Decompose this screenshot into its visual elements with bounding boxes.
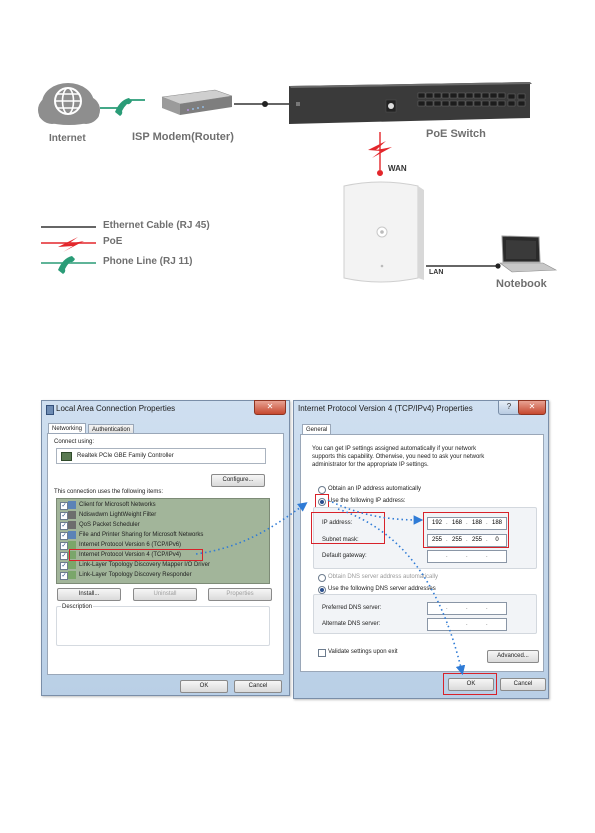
close-button[interactable]: ✕ <box>254 400 286 415</box>
mask-octet-4: 0 <box>495 537 499 543</box>
internet-cloud-icon <box>38 83 100 125</box>
notebook-label: Notebook <box>496 278 547 290</box>
items-label: This connection uses the following items: <box>54 489 164 495</box>
internet-label: Internet <box>49 133 86 144</box>
cancel-button[interactable]: Cancel <box>234 680 282 693</box>
use-dns-label: Use the following DNS server addresses <box>328 586 436 592</box>
auto-dns-label: Obtain DNS server address automatically <box>328 574 439 580</box>
intro-line-1: You can get IP settings assigned automatically if your network <box>312 446 477 452</box>
access-point-icon <box>344 182 424 282</box>
guide-arrows <box>0 380 595 700</box>
validate-label: Validate settings upon exit <box>328 649 398 655</box>
item-checkbox[interactable]: ✓ <box>61 553 67 559</box>
switch-label: PoE Switch <box>426 128 486 140</box>
uninstall-button[interactable]: Uninstall <box>133 588 197 601</box>
item-label: Internet Protocol Version 4 (TCP/IPv4) <box>79 552 182 558</box>
poe-switch-icon <box>289 82 532 124</box>
lan-label: LAN <box>429 269 444 276</box>
item-label: Ndiswdwm LightWeight Filter <box>79 512 157 518</box>
window-title: Local Area Connection Properties <box>56 404 176 413</box>
item-checkbox[interactable]: ✓ <box>61 523 67 529</box>
item-checkbox[interactable]: ✓ <box>61 563 67 569</box>
ip-address-label: IP address: <box>322 520 353 526</box>
item-label: File and Printer Sharing for Microsoft Networks <box>79 532 204 538</box>
adapter-name: Realtek PCIe GBE Family Controller <box>77 453 174 459</box>
ip-octet-2: 168 <box>451 520 462 526</box>
phone-line-icon <box>115 98 132 116</box>
item-checkbox[interactable]: ✓ <box>61 513 67 519</box>
mask-octet-2: 255 <box>451 537 462 543</box>
item-label: Client for Microsoft Networks <box>79 502 156 508</box>
notebook-icon <box>500 236 556 272</box>
item-checkbox[interactable]: ✓ <box>61 533 67 539</box>
ok-button[interactable]: OK <box>448 678 494 691</box>
use-ip-label: Use the following IP address: <box>328 498 406 504</box>
description-label: Description <box>62 604 93 610</box>
ip-octet-1: 192 <box>431 520 442 526</box>
tab-networking[interactable]: Networking <box>48 423 86 434</box>
ip-octet-3: 188 <box>471 520 482 526</box>
modem-label: ISP Modem(Router) <box>132 131 234 143</box>
ip-address-field[interactable]: 192 . 168 . 188 . 188 <box>427 517 507 530</box>
tab-general[interactable]: General <box>302 424 331 435</box>
subnet-mask-field[interactable]: 255 . 255 . 255 . 0 <box>427 534 507 547</box>
advanced-button[interactable]: Advanced... <box>487 650 539 663</box>
auto-ip-label: Obtain an IP address automatically <box>328 486 421 492</box>
legend-ethernet-label: Ethernet Cable (RJ 45) <box>103 220 210 231</box>
intro-line-2: supports this capability. Otherwise, you need to ask your network <box>312 454 485 460</box>
item-checkbox[interactable]: ✓ <box>61 543 67 549</box>
install-button[interactable]: Install... <box>57 588 121 601</box>
close-button[interactable]: ✕ <box>518 400 546 415</box>
wan-label: WAN <box>388 164 407 173</box>
gateway-field[interactable]: . . . <box>427 550 507 563</box>
item-label: Link-Layer Topology Discovery Responder <box>79 572 192 578</box>
modem-router-icon <box>162 90 232 115</box>
preferred-dns-label: Preferred DNS server: <box>322 605 382 611</box>
properties-button[interactable]: Properties <box>208 588 272 601</box>
tab-authentication[interactable]: Authentication <box>88 424 134 435</box>
intro-line-3: administrator for the appropriate IP settings. <box>312 462 429 468</box>
item-label: QoS Packet Scheduler <box>79 522 140 528</box>
alternate-dns-label: Alternate DNS server: <box>322 621 381 627</box>
subnet-mask-label: Subnet mask: <box>322 537 359 543</box>
ok-button[interactable]: OK <box>180 680 228 693</box>
ip-octet-4: 188 <box>491 520 502 526</box>
window-title: Internet Protocol Version 4 (TCP/IPv4) Properties <box>298 404 473 413</box>
legend-poe-label: PoE <box>103 236 123 247</box>
alternate-dns-field[interactable]: . . . <box>427 618 507 631</box>
legend-phone-label: Phone Line (RJ 11) <box>103 256 193 267</box>
preferred-dns-field[interactable]: . . . <box>427 602 507 615</box>
item-checkbox[interactable]: ✓ <box>61 573 67 579</box>
item-checkbox[interactable]: ✓ <box>61 503 67 509</box>
gateway-label: Default gateway: <box>322 553 367 559</box>
legend-poe-icon <box>58 237 84 252</box>
mask-octet-1: 255 <box>431 537 442 543</box>
item-label: Link-Layer Topology Discovery Mapper I/O Driver <box>79 562 210 568</box>
item-label: Internet Protocol Version 6 (TCP/IPv6) <box>79 542 182 548</box>
mask-octet-3: 255 <box>471 537 482 543</box>
help-button[interactable]: ? <box>498 400 520 415</box>
connect-using-label: Connect using: <box>54 439 95 445</box>
configure-button[interactable]: Configure... <box>211 474 265 487</box>
cancel-button[interactable]: Cancel <box>500 678 546 691</box>
legend-phone-icon <box>58 256 75 274</box>
network-diagram <box>0 0 595 300</box>
